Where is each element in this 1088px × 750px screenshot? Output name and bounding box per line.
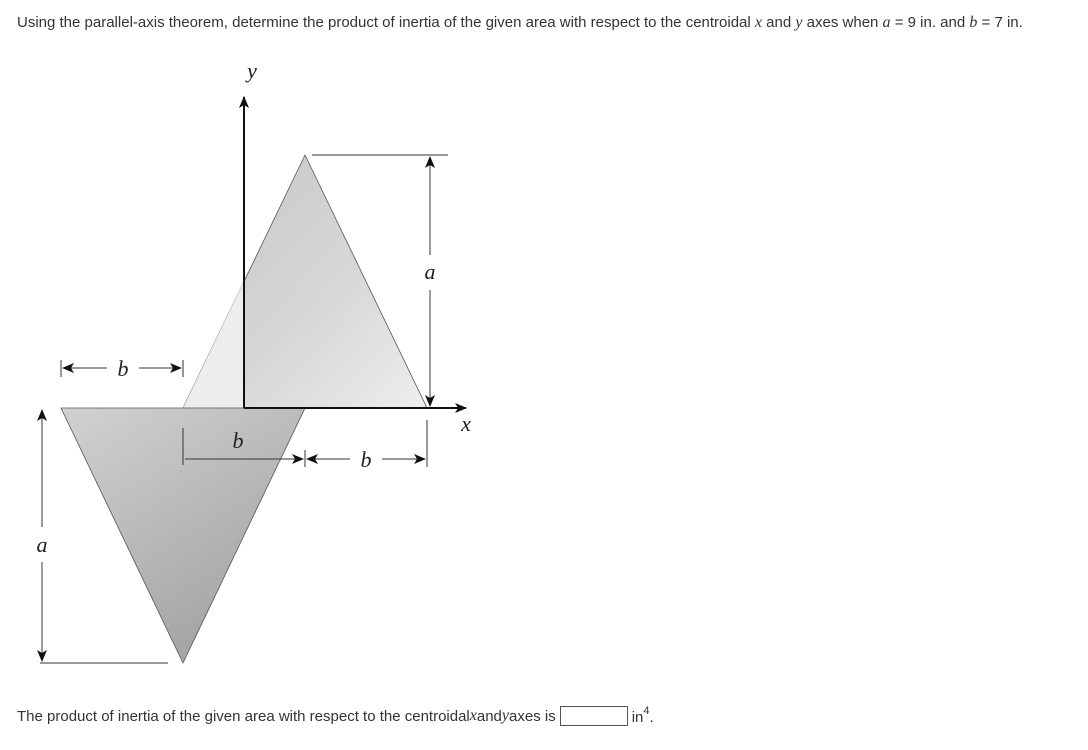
answer-line <box>17 706 654 726</box>
dimension-b-top-label: b <box>117 356 129 381</box>
problem-text-2: and <box>762 14 796 31</box>
answer-unit <box>631 704 654 726</box>
unit-base: in <box>631 708 644 726</box>
var-y: y <box>795 14 803 31</box>
unit-exponent: 4 <box>643 704 650 717</box>
answer-var-y: y <box>501 707 510 724</box>
answer-var-x: x <box>469 707 477 724</box>
y-axis-label: y <box>247 58 257 83</box>
problem-text-3: axes when <box>802 14 883 31</box>
problem-text-5: = 7 in. <box>977 14 1023 31</box>
var-x: x <box>754 14 763 31</box>
triangle-figure <box>0 55 520 685</box>
answer-text-1: The product of inertia of the given area with respect to the centroidal <box>17 707 470 725</box>
dimension-a-right-label: a <box>424 259 436 284</box>
var-a: a <box>882 14 891 31</box>
dimension-a-left-label: a <box>36 532 48 557</box>
figure-svg <box>0 55 520 685</box>
dimension-b-mid-label: b <box>232 428 244 453</box>
answer-text-3: axes is <box>509 707 556 725</box>
dimension-b-right-label: b <box>360 447 372 472</box>
problem-text-1: Using the parallel-axis theorem, determine the product of inertia of the given area with respect to the centroidal <box>17 14 755 31</box>
problem-statement <box>17 13 1077 32</box>
x-axis-label: x <box>461 411 471 436</box>
answer-input[interactable] <box>560 706 628 726</box>
answer-text-2: and <box>476 707 502 725</box>
var-b: b <box>969 14 978 31</box>
problem-text-4: = 9 in. and <box>890 14 970 31</box>
unit-period: . <box>649 708 654 726</box>
